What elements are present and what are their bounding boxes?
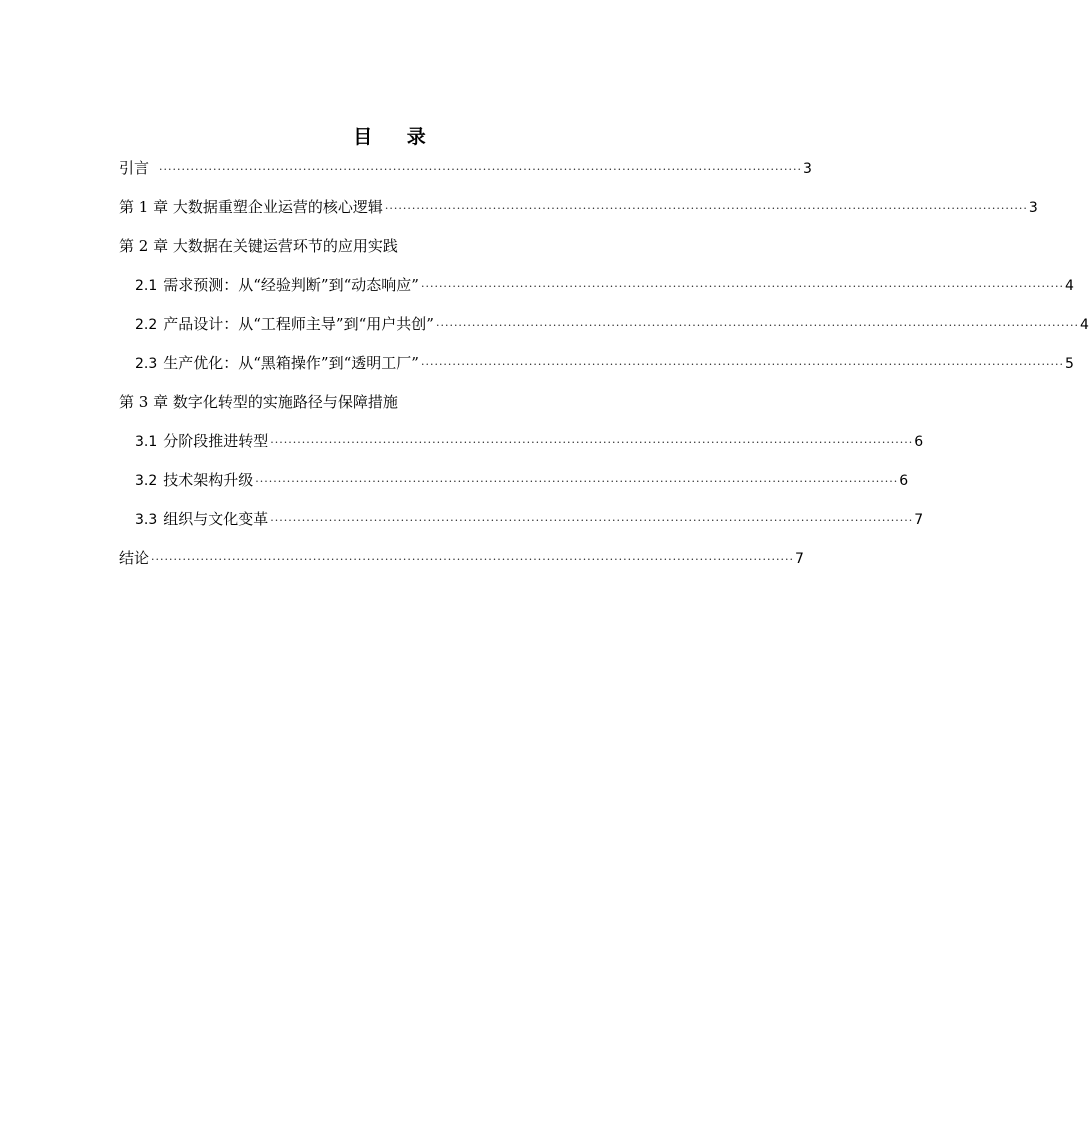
- toc-entry-section-2-3[interactable]: [119, 350, 1074, 389]
- toc-entry-label: 生产优化：从“黑箱操作”到“透明工厂”: [163, 354, 419, 372]
- toc-list: [119, 155, 1089, 584]
- toc-entry-label: 产品设计：从“工程师主导”到“用户共创”: [163, 315, 434, 333]
- toc-dot-leader: ···············································································································································: [151, 553, 795, 566]
- toc-page-number: 4: [1064, 278, 1074, 294]
- toc-title: 目 录: [353, 126, 440, 148]
- toc-entry-label: 组织与文化变革: [163, 510, 269, 528]
- toc-entry-label: 第 1 章 大数据重塑企业运营的核心逻辑: [119, 198, 383, 216]
- toc-entry-label: 第 2 章 大数据在关键运营环节的应用实践: [119, 237, 398, 255]
- toc-dot-leader: ···············································································································································: [384, 202, 1028, 215]
- toc-page-number: 6: [899, 473, 909, 489]
- toc-section-number: 2.1: [135, 278, 158, 294]
- toc-entry-conclusion[interactable]: [119, 545, 804, 584]
- toc-page-number: 3: [1028, 200, 1038, 216]
- toc-section-number: 3.1: [135, 434, 158, 450]
- toc-entry-label: 引言: [119, 159, 150, 177]
- toc-dot-leader: ···············································································································································: [420, 280, 1064, 293]
- toc-entry-label: 需求预测：从“经验判断”到“动态响应”: [163, 276, 419, 294]
- toc-entry-section-3-2[interactable]: [119, 467, 909, 506]
- toc-page-number: 3: [803, 161, 812, 177]
- toc-entry-section-3-1[interactable]: [119, 428, 924, 467]
- toc-entry-label: 第 3 章 数字化转型的实施路径与保障措施: [119, 393, 398, 411]
- toc-entry-introduction[interactable]: [119, 155, 812, 194]
- toc-dot-leader: ···············································································································································: [420, 358, 1064, 371]
- toc-entry-chapter-3[interactable]: [119, 389, 655, 428]
- toc-dot-leader: ···············································································································································: [270, 514, 914, 527]
- toc-page-number: 5: [1064, 356, 1074, 372]
- toc-dot-leader: ···············································································································································: [270, 436, 914, 449]
- toc-dot-leader: ···············································································································································: [255, 475, 899, 488]
- toc-entry-label: 结论: [119, 549, 150, 567]
- toc-entry-label: 技术架构升级: [163, 471, 254, 489]
- toc-section-number: 3.2: [135, 473, 158, 489]
- toc-dot-leader: ···············································································································································: [159, 163, 803, 176]
- toc-section-number: 2.3: [135, 356, 158, 372]
- toc-page-number: 7: [795, 551, 804, 567]
- toc-entry-section-2-1[interactable]: [119, 272, 1074, 311]
- toc-section-number: 2.2: [135, 317, 158, 333]
- toc-dot-leader: ···············································································································································: [435, 319, 1079, 332]
- toc-entry-section-3-3[interactable]: [119, 506, 924, 545]
- toc-page-number: 7: [914, 512, 924, 528]
- toc-section-number: 3.3: [135, 512, 158, 528]
- toc-entry-chapter-1[interactable]: [119, 194, 1038, 233]
- toc-page-number: 6: [914, 434, 924, 450]
- toc-page-number: 4: [1079, 317, 1089, 333]
- toc-entry-chapter-2[interactable]: [119, 233, 655, 272]
- toc-entry-section-2-2[interactable]: [119, 311, 1089, 350]
- toc-entry-label: 分阶段推进转型: [163, 432, 269, 450]
